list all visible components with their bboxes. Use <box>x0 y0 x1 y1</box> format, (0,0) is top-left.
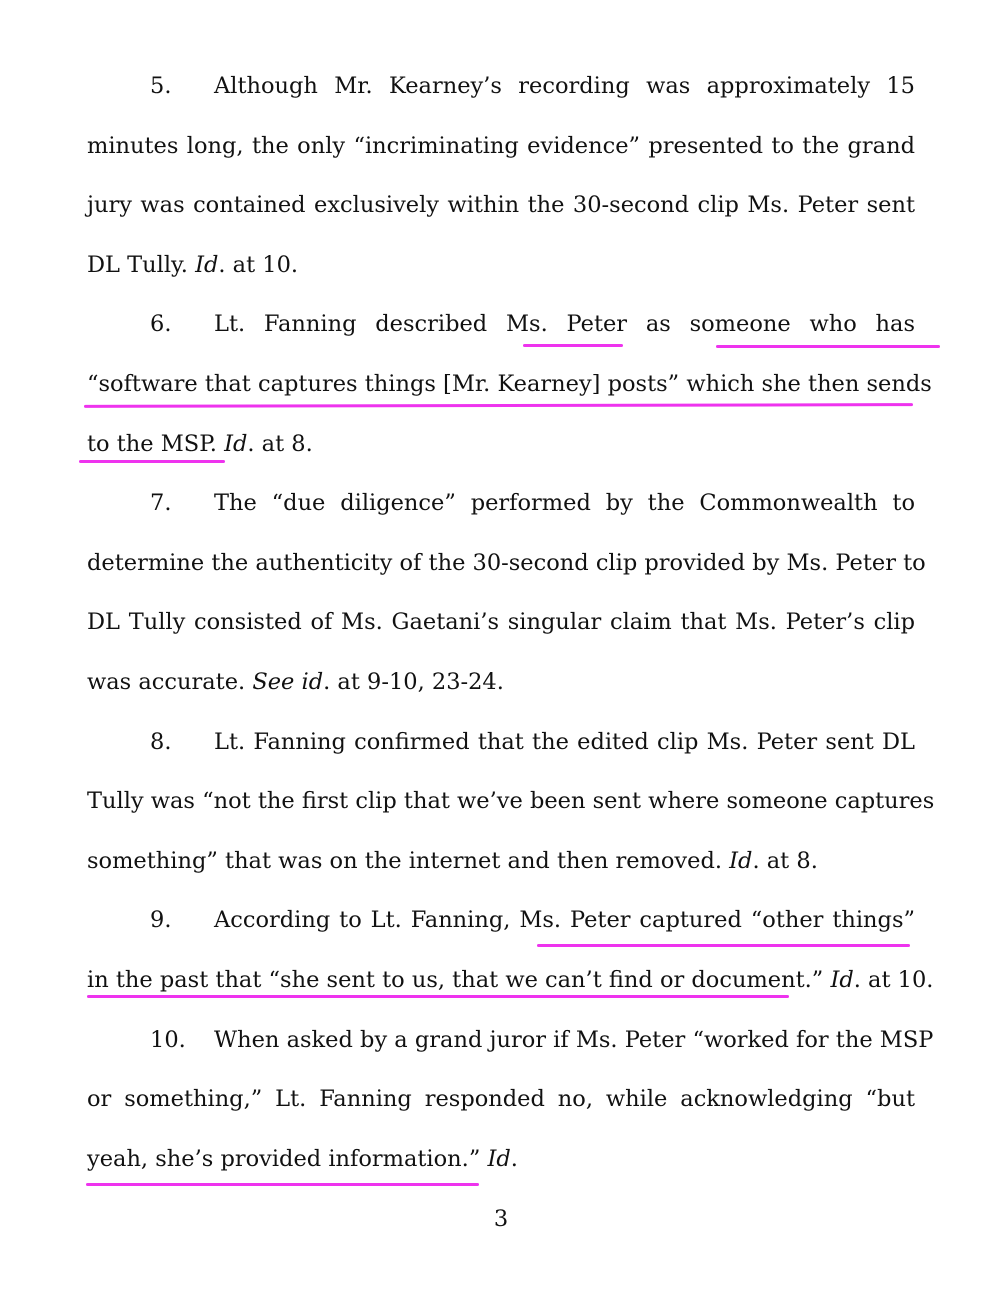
paragraph-line <box>87 667 915 697</box>
citation-italic: Id <box>830 967 854 993</box>
line-text: Lt. Fanning described Ms. Peter as someone who has <box>214 311 915 337</box>
line-text: . at 8. <box>752 848 818 874</box>
line-text: The “due diligence” performed by the Commonwealth to <box>214 490 915 516</box>
line-text: or something,” Lt. Fanning responded no, while acknowledging “but <box>87 1086 915 1112</box>
line-text: something” that was on the internet and then removed. <box>87 848 730 874</box>
line-text: . at 9-10, 23-24. <box>323 669 504 695</box>
highlight-underline <box>79 460 225 463</box>
paragraph-line <box>87 548 926 578</box>
line-text: DL Tully consisted of Ms. Gaetani’s singular claim that Ms. Peter’s clip <box>87 609 915 635</box>
highlight-underline <box>86 1183 479 1186</box>
paragraph-number: 10. <box>150 1027 186 1053</box>
line-text: jury was contained exclusively within the 30-second clip Ms. Peter sent <box>87 192 915 218</box>
paragraph-first-line <box>150 488 915 518</box>
paragraph-number: 6. <box>150 311 172 337</box>
citation-italic: Id <box>487 1146 511 1172</box>
citation-italic: Id <box>729 848 753 874</box>
line-text: determine the authenticity of the 30-second clip provided by Ms. Peter to <box>87 550 926 576</box>
paragraph-number: 8. <box>150 729 172 755</box>
line-text: . <box>510 1146 518 1172</box>
line-text: yeah, she’s provided information.” <box>87 1146 488 1172</box>
highlight-underline <box>84 403 913 408</box>
paragraph-first-line <box>150 71 915 101</box>
paragraph-number: 7. <box>150 490 172 516</box>
line-text: in the past that “she sent to us, that we can’t find or document.” <box>87 967 831 993</box>
paragraph-line <box>87 1144 915 1174</box>
highlight-underline <box>716 345 940 348</box>
citation-italic: Id <box>224 431 248 457</box>
paragraph-line <box>87 607 915 637</box>
line-text: DL Tully. <box>87 252 196 278</box>
highlight-underline <box>87 995 789 998</box>
paragraph-number: 5. <box>150 73 172 99</box>
paragraph-line <box>87 190 915 220</box>
paragraph-first-line <box>150 727 915 757</box>
line-text: . at 10. <box>218 252 299 278</box>
paragraph-line <box>87 965 934 995</box>
paragraph-line <box>87 131 915 161</box>
paragraph-line <box>87 1084 915 1114</box>
highlight-underline <box>537 944 910 947</box>
paragraph-first-line <box>150 1025 934 1055</box>
line-text: . at 8. <box>247 431 313 457</box>
paragraph-number: 9. <box>150 907 172 933</box>
line-text: Tully was “not the first clip that we’ve been sent where someone captures <box>87 788 935 814</box>
citation-italic: Id <box>195 252 219 278</box>
paragraph-line <box>87 369 932 399</box>
page-number: 3 <box>493 1206 509 1232</box>
line-text: “software that captures things [Mr. Kearney] posts” which she then sends <box>87 371 932 397</box>
paragraph-first-line <box>150 309 915 339</box>
paragraph-line <box>87 250 915 280</box>
citation-italic: See id <box>252 669 324 695</box>
line-text: When asked by a grand juror if Ms. Peter “worked for the MSP <box>214 1027 934 1053</box>
line-text: minutes long, the only “incriminating evidence” presented to the grand <box>87 133 915 159</box>
line-text: Lt. Fanning confirmed that the edited clip Ms. Peter sent DL <box>214 729 915 755</box>
line-text: Although Mr. Kearney’s recording was approximately 15 <box>214 73 915 99</box>
line-text: was accurate. <box>87 669 253 695</box>
line-text: . at 10. <box>853 967 934 993</box>
line-text: According to Lt. Fanning, Ms. Peter captured “other things” <box>214 907 915 933</box>
paragraph-first-line <box>150 905 915 935</box>
paragraph-line <box>87 846 915 876</box>
paragraph-line <box>87 786 935 816</box>
line-text: to the MSP. <box>87 431 225 457</box>
highlight-underline <box>523 344 623 347</box>
paragraph-line <box>87 429 915 459</box>
